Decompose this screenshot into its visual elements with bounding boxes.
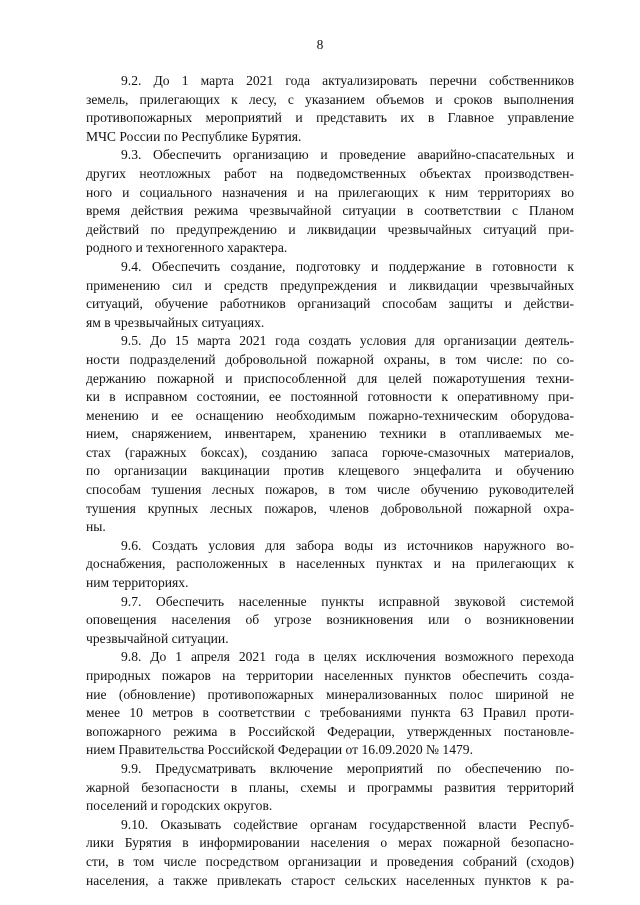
text-line: МЧС России по Республике Бурятия. — [86, 128, 302, 144]
text-line: чрезвычайной ситуации. — [86, 630, 229, 646]
text-line: ки в исправном состоянии, ее постоянной готовности к оперативному при- — [86, 389, 574, 405]
document-body — [86, 72, 574, 890]
text-line: сти, в том числе посредством организации и проведения собраний (сходов) — [86, 853, 574, 869]
text-line: держанию пожарной и приспособленной для целей пожаротушения техни- — [86, 370, 574, 386]
text-line: 9.8. До 1 апреля 2021 года в целях исключения возможного перехода — [121, 649, 574, 665]
text-line: оповещения населения об угрозе возникновения или о возникновении — [86, 612, 574, 628]
text-line: ние (обновление) противопожарных минерализованных полос шириной не — [86, 686, 574, 702]
text-line: 9.3. Обеспечить организацию и проведение аварийно-спасательных и — [121, 147, 574, 163]
text-line: противопожарных мероприятий и представить их в Главное управление — [86, 110, 574, 126]
text-line: поселений и городских округов. — [86, 798, 273, 814]
text-line: жарной безопасности в планы, схемы и программы развития территорий — [86, 779, 574, 795]
text-line: 9.9. Предусматривать включение мероприятий по обеспечению по- — [121, 760, 574, 776]
text-line: 9.7. Обеспечить населенные пункты исправной звуковой системой — [121, 593, 574, 609]
page-number: 8 — [316, 37, 324, 52]
text-line: нием, снаряжением, инвентарем, хранению техники в отапливаемых ме- — [86, 426, 574, 442]
text-line: вопожарного режима в Российской Федерации, утвержденных постановле- — [86, 723, 574, 739]
text-line: доснабжения, расположенных в населенных пунктах и на прилегающих к — [86, 556, 574, 572]
text-line: родного и техногенного характера. — [86, 240, 288, 256]
text-line: действий по предупреждению и ликвидации чрезвычайных ситуаций при- — [86, 221, 574, 237]
text-line: ности подразделений добровольной пожарной охраны, в том числе: по со- — [86, 351, 574, 367]
text-line: ситуаций, обучение работников организаций способам защиты и действи- — [86, 296, 574, 312]
text-line: по организации вакцинации против клещевого энцефалита и обучению — [86, 463, 574, 479]
text-line: 9.10. Оказывать содействие органам государственной власти Респуб- — [121, 816, 574, 832]
text-line: 9.4. Обеспечить создание, подготовку и поддержание в готовности к — [121, 258, 574, 274]
text-line: земель, прилегающих к лесу, с указанием объемов и сроков выполнения — [86, 91, 574, 107]
text-line: природных пожаров на территории населенных пунктов обеспечить созда- — [86, 668, 574, 683]
text-line: 9.5. До 15 марта 2021 года создать условия для организации деятель- — [121, 333, 574, 349]
text-line: нием Правительства Российской Федерации от 16.09.2020 № 1479. — [86, 742, 473, 758]
text-line: менению и ее оснащению необходимым пожарно-техническим оборудова- — [86, 407, 574, 423]
text-line: менее 10 метров в соответствии с требованиями пункта 63 Правил проти- — [86, 705, 574, 721]
text-line: стах (гаражных боксах), созданию запаса горюче-смазочных материалов, — [86, 444, 574, 460]
text-line: способам тушения лесных пожаров, в том числе обучению руководителей — [86, 482, 574, 498]
text-line: населения, а также привлекать старост сельских населенных пунктов к ра- — [86, 872, 574, 888]
text-line: тушения крупных лесных пожаров, членов добровольной пожарной охра- — [86, 500, 574, 516]
text-line: 9.6. Создать условия для забора воды из источников наружного во- — [121, 537, 574, 553]
text-line: других неотложных работ на подведомственных объектах производствен- — [86, 165, 574, 181]
text-line: ям в чрезвычайных ситуациях. — [86, 314, 265, 330]
text-line: ны. — [86, 519, 106, 535]
text-line: время действия режима чрезвычайной ситуации в соответствии с Планом — [86, 203, 574, 219]
text-line: применению сил и средств предупреждения и ликвидации чрезвычайных — [86, 277, 574, 293]
text-line: 9.2. До 1 марта 2021 года актуализировать перечни собственников — [121, 73, 574, 88]
text-line: ним территориях. — [86, 575, 189, 591]
text-line: ного и социального назначения и на прилегающих к ним территориях во — [86, 184, 574, 200]
text-line: лики Бурятия в информировании населения о мерах пожарной безопасно- — [86, 835, 574, 851]
